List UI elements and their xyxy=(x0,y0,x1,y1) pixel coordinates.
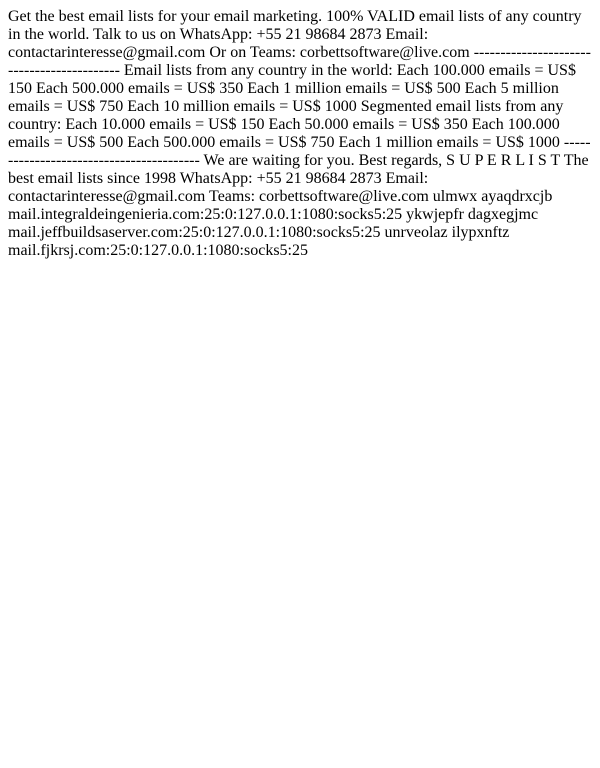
pricing-any-country: Email lists from any country in the world: Each 100.000 emails = US$ 150 Each 500.000 emails = US$ 350 Each 1 million emails = US$ 500 Each 5 million emails = US$ 750 Each 10 million emails = US$ 1000 xyxy=(8,62,576,115)
separator-dashes: ----------------------------------------- xyxy=(8,134,591,169)
email-address: contactarinteresse@gmail.com xyxy=(8,44,206,61)
email-label: Email: xyxy=(381,26,429,43)
spam-filler-tokens: ulmwx ayaqdrxcjb mail.integraldeingenieria.com:25:0:127.0.0.1:1080:socks5:25 ykwjepfr dagxegjmc mail.jeffbuildsaserver.com:25:0:127.0.0.1:1080:socks5:25 unrveolaz ilypxnftz mail.fjkrsj.com:25:0:127.0.0.1:1080:socks5:25 xyxy=(8,188,553,259)
teams-address: corbettsoftware@live.com xyxy=(299,44,470,61)
teams-label: Or on Teams: xyxy=(205,44,300,61)
pricing-segmented: Segmented email lists from any country: Each 10.000 emails = US$ 150 Each 50.000 emails = US$ 350 Each 100.000 emails = US$ 500 Each 500.000 emails = US$ 750 Each 1 million emails = US$ 1000 xyxy=(8,98,564,151)
email-label: Email: xyxy=(381,170,429,187)
spam-message xyxy=(8,8,592,260)
teams-label: Teams: xyxy=(205,188,260,205)
closing-text: We are waiting for you. Best regards, xyxy=(203,152,447,169)
email-body xyxy=(8,8,592,260)
whatsapp-number: +55 21 98684 2873 xyxy=(256,26,382,43)
whatsapp-number: +55 21 98684 2873 xyxy=(256,170,382,187)
tagline-and-whatsapp-label: The best email lists since 1998 WhatsApp: xyxy=(8,152,589,187)
email-address: contactarinteresse@gmail.com xyxy=(8,188,206,205)
intro-text: Get the best email lists for your email marketing. 100% VALID email lists of any country in the world. Talk to us on WhatsApp: xyxy=(8,8,582,43)
teams-address: corbettsoftware@live.com xyxy=(259,188,429,205)
separator-dashes: ------------------------------------------- xyxy=(8,44,591,79)
brand-name: S U P E R L I S T xyxy=(446,152,560,169)
